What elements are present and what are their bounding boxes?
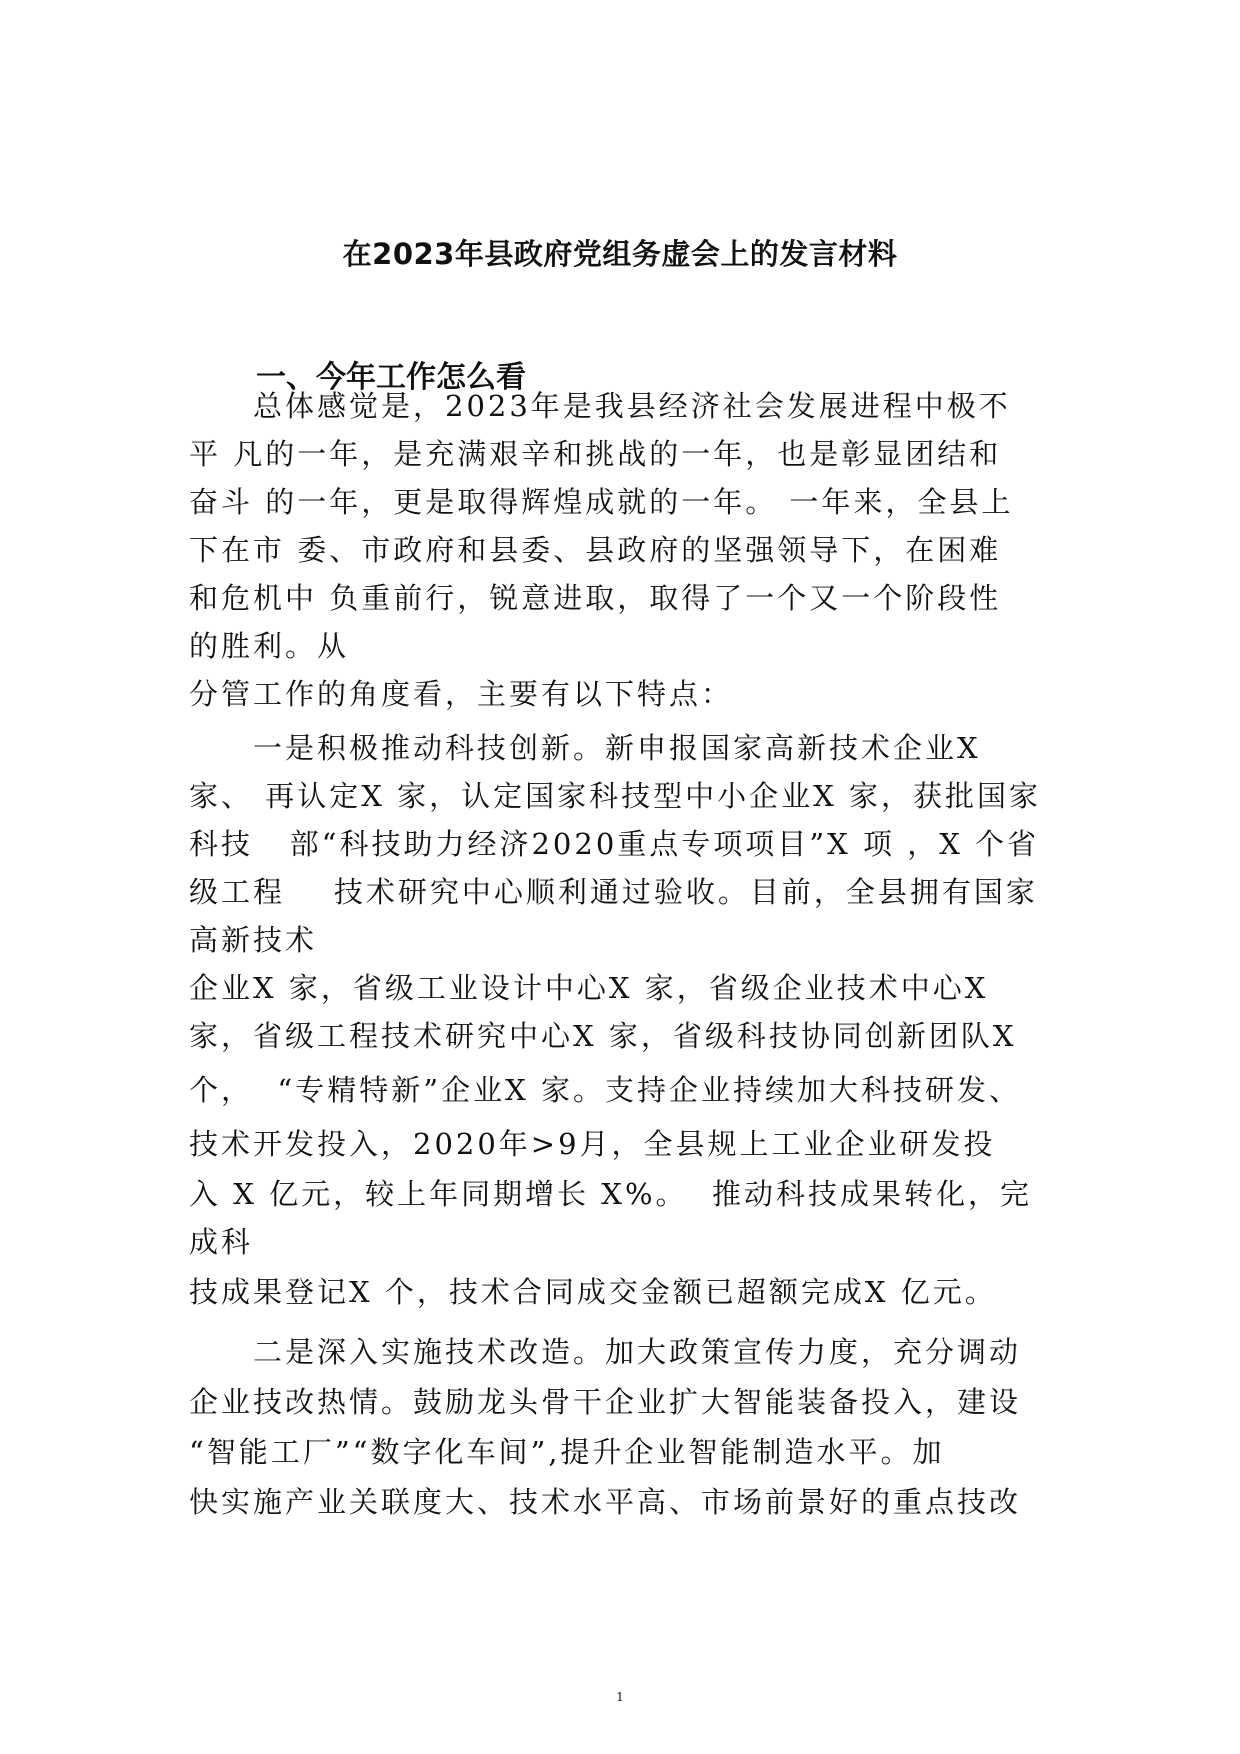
body-line: 分管工作的角度看，主要有以下特点： [189,677,734,711]
body-line: 企业技改热情。鼓励龙头骨干企业扩大智能装备投入，建设 [189,1385,1022,1419]
section-heading: 一、今年工作怎么看 [256,360,526,395]
body-line: 总体感觉是，2023年是我县经济社会发展进程中极不 [189,389,1011,423]
body-line: 下在市 委、市政府和县委、县政府的坚强领导下，在困难 [189,533,1002,567]
body-line: 快实施产业关联度大、技术水平高、市场前景好的重点技改 [189,1485,1022,1519]
body-line: 入 X 亿元，较上年同期增长 X%。 推动科技成果转化，完 [189,1177,1032,1211]
body-line: 技术开发投入，2020年>9月，全县规上工业企业研发投 [189,1127,996,1161]
body-line: 一是积极推动科技创新。新申报国家高新技术企业X [189,731,981,765]
body-line: 平 凡的一年，是充满艰辛和挑战的一年，也是彰显团结和 [189,437,1002,471]
body-line: 家，省级工程技术研究中心X 家，省级科技协同创新团队X [189,1019,1017,1053]
page-number: 1 [616,1690,624,1704]
body-line: 的胜利。从 [189,629,350,663]
body-line: 成科 [189,1225,254,1259]
body-line: 企业X 家，省级工业设计中心X 家，省级企业技术中心X [189,971,989,1005]
body-line: 级工程 技术研究中心顺利通过验收。目前，全县拥有国家 [189,875,1038,909]
body-line: 和危机中 负重前行，锐意进取，取得了一个又一个阶段性 [189,581,1002,615]
body-line: 科技 部“科技助力经济2020重点专项项目”X 项 ，X 个省 [189,827,1040,861]
body-line: 个， “专精特新”企业X 家。支持企业持续加大科技研发、 [189,1073,1021,1107]
body-line: “智能工厂”“数字化车间”,提升企业智能制造水平。加 [189,1435,945,1469]
body-line: 家、 再认定X 家，认定国家科技型中小企业X 家，获批国家 [189,779,1041,813]
body-line: 二是深入实施技术改造。加大政策宣传力度，充分调动 [189,1335,1022,1369]
body-line: 高新技术 [189,923,318,957]
body-line: 奋斗 的一年，更是取得辉煌成就的一年。 一年来，全县上 [189,485,1014,519]
body-line: 技成果登记X 个，技术合同成交金额已超额完成X 亿元。 [189,1275,997,1309]
document-title: 在2023年县政府党组务虚会上的发言材料 [342,237,898,271]
